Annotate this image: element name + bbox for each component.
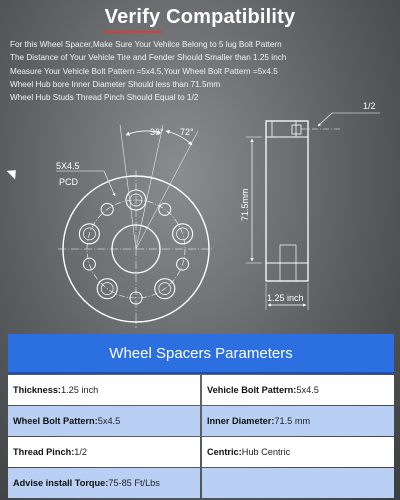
table-cell — [202, 406, 394, 436]
cell-label: Vehicle Bolt Pattern: — [207, 385, 297, 395]
description-line: For this Wheel Spacer,Make Sure Your Vehilce Belong to 5 lug Bolt Pattern — [10, 40, 282, 49]
table-row — [8, 375, 394, 405]
angle-line — [120, 125, 136, 249]
pcd-value: 5X4.5 — [56, 161, 80, 171]
cell-label: Centric: — [207, 447, 242, 457]
cell-label: Inner Diameter: — [207, 416, 275, 426]
cell-value: 5x4.5 — [97, 416, 121, 426]
page-title: Verify Compatibility — [104, 6, 296, 28]
description-line: The Distance of Your Vehicle Tire and Fender Should Smaller than 1.25 inch — [10, 53, 287, 63]
table-cell — [202, 375, 394, 405]
parameters-table — [8, 334, 394, 494]
table-heading: Wheel Spacers Parameters — [8, 334, 394, 374]
height-label: 71.5mm — [240, 188, 250, 221]
cell-label: Advise install Torque: — [13, 478, 109, 488]
table-cell — [202, 437, 394, 467]
angle-line — [136, 131, 198, 249]
side-view — [240, 101, 380, 310]
table-cell — [8, 406, 200, 436]
description-line: Measure Your Vehicle Bolt Pattern =5x4.5,Your Wheel Bolt Pattern =5x4.5 — [10, 66, 278, 76]
thickness-label: 1.25 inch — [267, 293, 304, 303]
angle-line — [136, 125, 163, 249]
cell-label: Wheel Bolt Pattern: — [13, 416, 98, 426]
cell-value: 75-85 Ft/Lbs — [108, 478, 160, 488]
table-cell — [8, 375, 200, 405]
side-outline — [266, 121, 308, 281]
title-underline — [104, 31, 162, 33]
cell-value: 1.25 inch — [61, 385, 99, 395]
stud-head — [292, 125, 301, 134]
table-cell — [8, 437, 200, 467]
table-row — [8, 406, 394, 436]
cell-label: Thickness: — [13, 385, 61, 395]
table-row — [8, 468, 394, 498]
thread-leader-arrow — [318, 113, 332, 126]
front-view — [7, 125, 214, 328]
cell-label: Thread Pinch: — [13, 447, 75, 457]
pcd-label: PCD — [59, 177, 79, 187]
warning-triangle-icon — [7, 166, 20, 179]
table-cell-empty — [202, 468, 394, 498]
relief-hole — [83, 258, 95, 270]
table-row — [8, 437, 394, 467]
description-line: Wheel Hub bore Inner Diameter Should less than 71.5mm — [10, 79, 221, 89]
angle-36-label: 36° — [150, 127, 164, 137]
angle-72-label: 72° — [180, 127, 194, 137]
cell-value: Hub Centric — [241, 447, 291, 457]
cell-value: 1/2 — [74, 447, 88, 457]
description-line: Wheel Hub Studs Thread Pinch Should Equal to 1/2 — [10, 93, 199, 103]
spacer-technical-drawing — [0, 95, 400, 333]
pcd-leader-arrow — [104, 171, 115, 196]
thread-label: 1/2 — [363, 101, 376, 111]
cell-value: 71.5 mm — [274, 416, 311, 426]
table-cell — [8, 468, 200, 498]
cell-value: 5x4.5 — [296, 385, 319, 395]
